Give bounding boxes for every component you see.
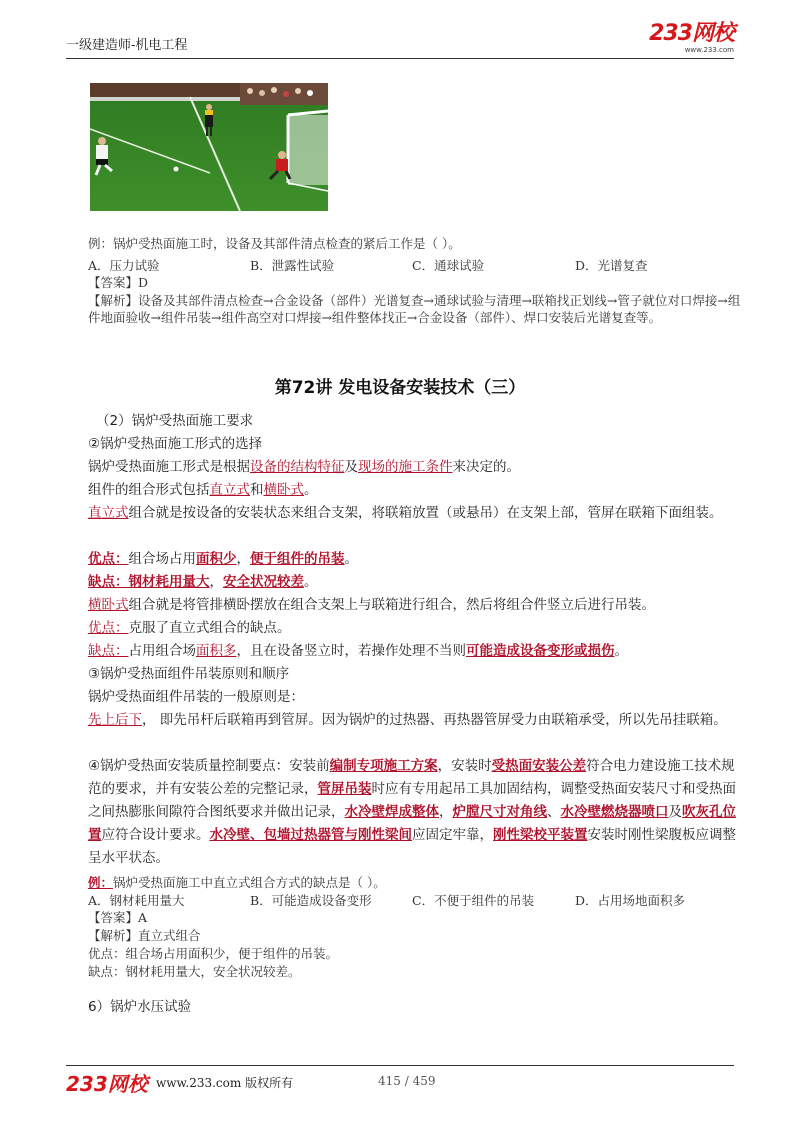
highlight: 直立式 xyxy=(209,482,250,498)
highlight: 炉膛尺寸对角线 xyxy=(452,804,547,820)
highlight: 水冷壁、包墙过热器管与刚性梁间 xyxy=(209,827,412,843)
example1-question: 例：锅炉受热面施工时，设备及其部件清点检查的紧后工作是（ ）。 xyxy=(88,236,461,251)
example1-answer: 【答案】D xyxy=(88,275,149,290)
subheading-form-selection: ②锅炉受热面施工形式的选择 xyxy=(88,436,263,452)
header-title: 一级建造师-机电工程 xyxy=(66,38,188,53)
subheading-requirements: （2）锅炉受热面施工要求 xyxy=(96,413,254,429)
highlight: 缺点： xyxy=(88,643,129,659)
footer-brand-logo: 233网校 xyxy=(66,1072,148,1096)
highlight: 安全状况较差 xyxy=(223,574,304,590)
soccer-penalty-photo xyxy=(90,83,328,211)
brand-logo-text: 233网校 xyxy=(649,21,734,46)
paragraph-horizontal-pros: 优点：克服了直立式组合的缺点。 xyxy=(88,620,291,636)
example2-analysis-pros: 优点：组合场占用面积少，便于组件的吊装。 xyxy=(88,946,339,961)
example2-answer: 【答案】A xyxy=(88,910,148,925)
highlight: 可能造成设备变形或损伤 xyxy=(466,643,615,659)
paragraph-lifting-general: 锅炉受热面组件吊装的一般原则是： xyxy=(88,689,304,705)
example2-option-d: D．占用场地面积多 xyxy=(575,893,686,908)
highlight: 现场的施工条件 xyxy=(358,459,453,475)
highlight: 吹灰孔位置 xyxy=(88,804,736,843)
highlight: 横卧式 xyxy=(88,597,129,613)
page-number: 415 / 459 xyxy=(378,1074,436,1088)
example2-analysis-title: 【解析】直立式组合 xyxy=(88,928,201,943)
highlight: 横卧式 xyxy=(263,482,304,498)
example2-option-c: C．不便于组件的吊装 xyxy=(412,893,535,908)
example2-analysis-cons: 缺点：钢材耗用量大，安全状况较差。 xyxy=(88,964,301,979)
highlight: 编制专项施工方案 xyxy=(329,758,438,774)
subheading-water-pressure-test: 6）锅炉水压试验 xyxy=(88,999,192,1015)
paragraph-quality-control: ④锅炉受热面安装质量控制要点：安装前编制专项施工方案，安装时受热面安装公差符合电力建设施工技术规范的要求，并有安装公差的完整记录，管屏吊装时应有专用起吊工具加固结构，调整受热面安装尺寸和受热面之间热膨胀间隙符合图纸要求并做出记录，水冷壁焊成整体，炉膛尺寸对角线、水冷壁燃烧器喷口及吹灰孔位置应符合设计要求。水冷壁、包墙过热器管与刚性梁间应固定牢靠，刚性梁校平装置安装时刚性梁腹板应调整呈水平状态。 xyxy=(88,758,736,866)
highlight: 直立式 xyxy=(88,505,129,521)
page-header xyxy=(66,22,734,59)
highlight: 受热面安装公差 xyxy=(491,758,587,774)
paragraph-vertical-cons: 缺点：钢材耗用量大，安全状况较差。 xyxy=(88,574,318,590)
highlight: 先上后下 xyxy=(88,712,142,728)
brand-logo xyxy=(649,22,734,54)
example2-option-a: A．钢材耗用量大 xyxy=(88,893,185,908)
highlight: 刚性梁校平装置 xyxy=(493,827,588,843)
highlight: 面积少 xyxy=(196,551,237,567)
subheading-lifting-principle: ③锅炉受热面组件吊装原则和顺序 xyxy=(88,666,290,682)
example1-option-a: A．压力试验 xyxy=(88,258,160,273)
highlight: 水冷壁燃烧器喷口 xyxy=(560,804,669,820)
example1-option-b: B．泄露性试验 xyxy=(250,258,335,273)
paragraph-horizontal-definition: 横卧式组合就是将管排横卧摆放在组合支架上与联箱进行组合，然后将组合件竖立后进行吊装。 xyxy=(88,597,655,613)
highlight: 管屏吊装 xyxy=(317,781,372,797)
highlight: 便于组件的吊装 xyxy=(250,551,345,567)
highlight: 缺点：钢材耗用量大 xyxy=(88,574,210,590)
example2-option-b: B．可能造成设备变形 xyxy=(250,893,372,908)
section-title: 第72讲 发电设备安装技术（三） xyxy=(274,378,526,398)
paragraph-vertical-pros: 优点：组合场占用面积少，便于组件的吊装。 xyxy=(88,551,358,567)
example1-analysis: 【解析】设备及其部件清点检查→合金设备（部件）光谱复查→通球试验与清理→联箱找正划线→管子就位对口焊接→组件地面验收→组件吊装→组件高空对口焊接→组件整体找正→合金设备（部件）、焊口安装后光谱复查等。 xyxy=(88,293,741,325)
example1-option-d: D．光谱复查 xyxy=(575,258,648,273)
highlight: 优点： xyxy=(88,551,129,567)
highlight: 设备的结构特征 xyxy=(250,459,345,475)
paragraph-form-basis: 锅炉受热面施工形式是根据设备的结构特征及现场的施工条件来决定的。 xyxy=(88,459,520,475)
highlight: 水冷壁焊成整体 xyxy=(344,804,439,820)
paragraph-top-down: 先上后下， 即先吊杆后联箱再到管屏。因为锅炉的过热器、再热器管屏受力由联箱承受，所以先吊挂联箱。 xyxy=(88,712,727,728)
footer-copyright: www.233.com 版权所有 xyxy=(156,1076,294,1090)
example1-option-c: C．通球试验 xyxy=(412,258,485,273)
example2-question: 例：锅炉受热面施工中直立式组合方式的缺点是（ ）。 xyxy=(88,875,386,890)
highlight: 面积多 xyxy=(196,643,237,659)
soccer-photo-illustration xyxy=(90,83,328,211)
paragraph-horizontal-cons: 缺点：占用组合场面积多，且在设备竖立时，若操作处理不当则可能造成设备变形或损伤。 xyxy=(88,643,628,659)
highlight: 例： xyxy=(88,875,114,890)
paragraph-combo-forms: 组件的组合形式包括直立式和横卧式。 xyxy=(88,482,318,498)
paragraph-vertical-definition: 直立式组合就是按设备的安装状态来组合支架，将联箱放置（或悬吊）在支架上部，管屏在联箱下面组装。 xyxy=(88,505,723,521)
highlight: 优点： xyxy=(88,620,129,636)
page-footer xyxy=(66,1065,734,1096)
brand-logo-site: www.233.com xyxy=(684,46,734,54)
